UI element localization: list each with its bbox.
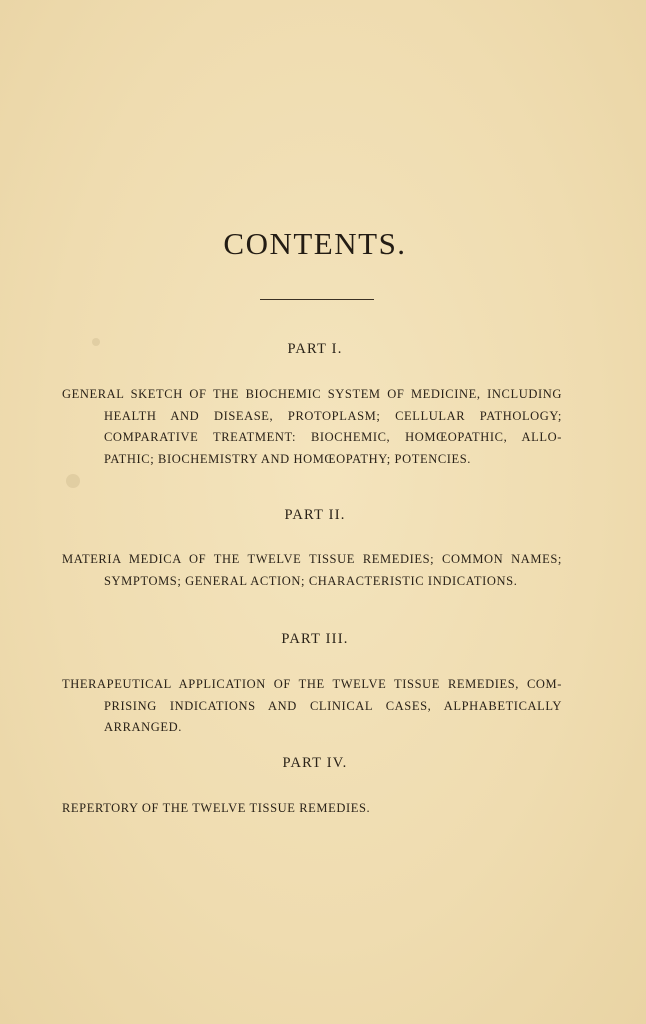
- part-3-heading: PART III.: [281, 631, 349, 647]
- title-rule: [260, 299, 374, 300]
- paper-speck: [66, 474, 80, 488]
- part-1-line-4: PATHIC; BIOCHEMISTRY AND HOMŒOPATHY; POTENCIES.: [104, 451, 472, 466]
- part-2-heading: PART II.: [284, 507, 346, 523]
- part-1-line-2: HEALTH AND DISEASE, PROTOPLASM; CELLULAR PATHOLOGY;: [104, 408, 562, 423]
- part-3-line-3: ARRANGED.: [104, 720, 182, 734]
- part-3-line-1: THERAPEUTICAL APPLICATION OF THE TWELVE TISSUE REMEDIES, COM-: [62, 677, 562, 691]
- part-2-line-2: SYMPTOMS; GENERAL ACTION; CHARACTERISTIC INDICATIONS.: [104, 573, 518, 588]
- page-title: CONTENTS.: [223, 226, 407, 261]
- part-3-description: [62, 674, 562, 739]
- part-2-line-1: MATERIA MEDICA OF THE TWELVE TISSUE REMEDIES; COMMON NAMES;: [62, 552, 562, 566]
- part-1-line-3: COMPARATIVE TREATMENT: BIOCHEMIC, HOMŒOPATHIC, ALLO-: [104, 430, 562, 444]
- part-4-description: [62, 798, 562, 820]
- part-4-heading: PART IV.: [282, 755, 348, 771]
- part-3-line-2: PRISING INDICATIONS AND CLINICAL CASES, ALPHABETICALLY: [104, 698, 562, 713]
- part-1-line-1: GENERAL SKETCH OF THE BIOCHEMIC SYSTEM OF MEDICINE, INCLUDING: [62, 387, 562, 401]
- part-4-line-1: REPERTORY OF THE TWELVE TISSUE REMEDIES.: [62, 801, 371, 815]
- part-2-description: [62, 549, 562, 592]
- part-1-heading: PART I.: [287, 341, 343, 357]
- part-1-description: [62, 384, 562, 470]
